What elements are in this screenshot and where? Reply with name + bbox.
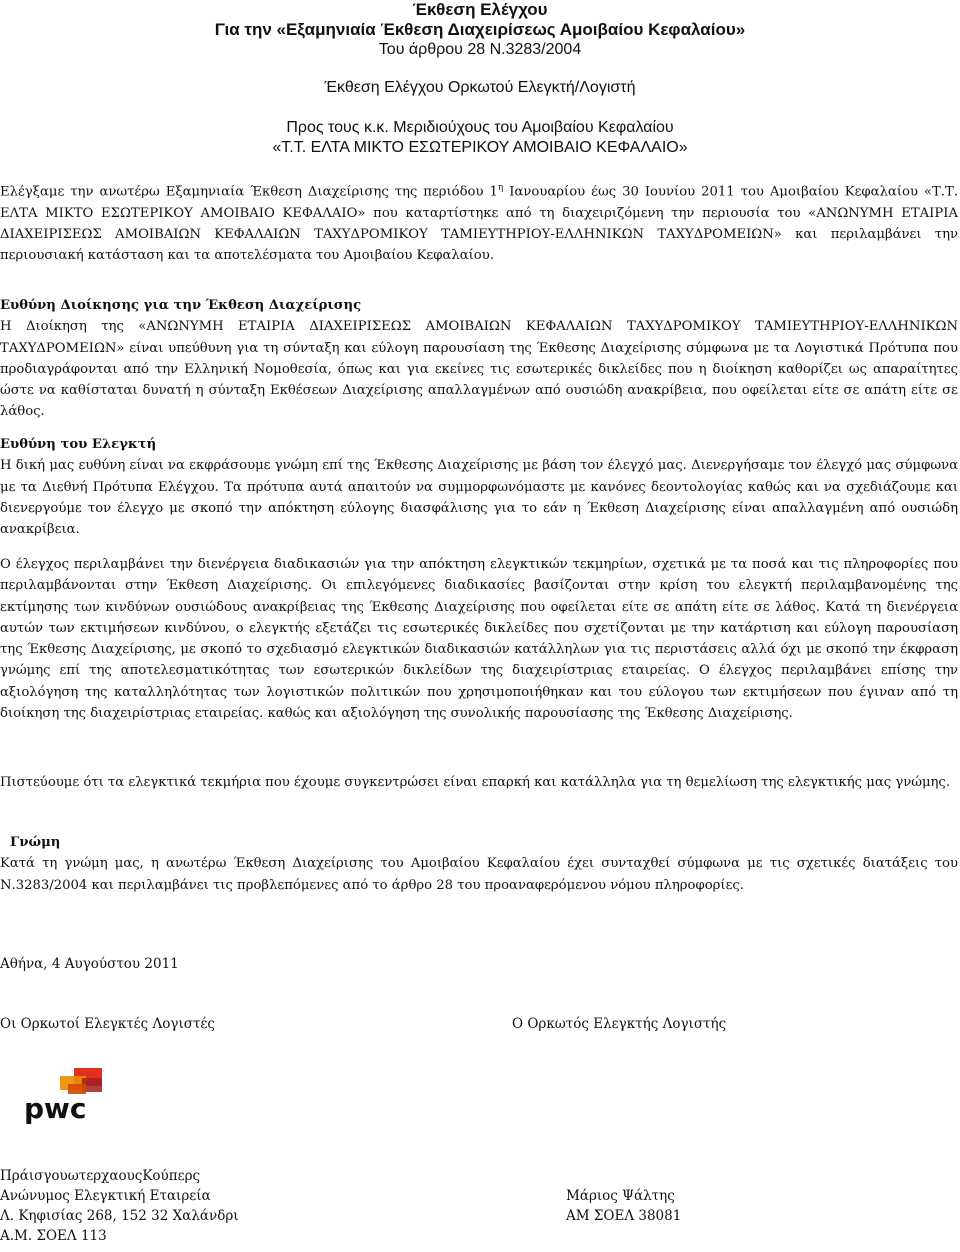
- opinion-heading: Γνώμη: [10, 835, 61, 850]
- pwc-logo-text: pwc: [24, 1092, 87, 1124]
- procedures-text: Ο έλεγχος περιλαμβάνει την διενέργεια διαδικασιών για την απόκτηση ελεγκτικών τεκμηρίων, σχετικά με τα ποσά και τις πληροφορίες που περιλαμβάνονται στην Έκθεση Διαχείρισης. Οι επιλεγόμενες διαδικασίες βασίζονται στην κρίση του ελεγκτή περιλαμβανομένης της εκτίμησης των κινδύνων ουσιώδους ανακρίβειας της Έκθεσης Διαχείρισης που οφείλεται είτε σε απάτη είτε σε λάθος. Κατά τη διενέργεια αυτών των εκτιμήσεων κινδύνου, ο ελεγκτής εξετάζει τις εσωτερικές δικλείδες που σχετίζονται με την κατάρτιση και εύλογη παρουσίαση της Έκθεσης Διαχείρισης, με σκοπό το σχεδιασμό ελεγκτικών διαδικασιών κατάλληλων για τις περιστάσεις αλλά όχι με σκοπό την έκφραση γνώμης επί της αποτελεσματικότητας των εσωτερικών δικλείδων της διαχειρίστριας εταιρείας. Ο έλεγχος περιλαμβάνει επίσης την αξιολόγηση της καταλληλότητας των λογιστικών πολιτικών που χρησιμοποιήθηκαν και του εύλογου των εκτιμήσεων που έγιναν από τη διοίκηση της διαχειρίστριας εταιρείας. καθώς και αξιολόγηση της συνολικής παρουσίασης της Έκθεσης Διαχείρισης.: [0, 557, 958, 722]
- intro-text-1: Ελέγξαμε την ανωτέρω Εξαμηνιαία Έκθεση Διαχείρισης της περιόδου 1: [0, 184, 498, 200]
- firm-name: ΠράισγουωτερχαουςΚούπερς: [0, 1168, 201, 1184]
- intro-superscript: η: [497, 183, 504, 193]
- pwc-logo-graphic: [22, 1068, 112, 1124]
- auditor-heading: Ευθύνη του Ελεγκτή: [0, 437, 157, 452]
- opinion-section: [0, 832, 958, 896]
- belief-paragraph: [0, 772, 958, 793]
- management-text: Η Διοίκηση της «ΑΝΩΝΥΜΗ ΕΤΑΙΡΙΑ ΔΙΑΧΕΙΡΙΣΕΩΣ ΑΜΟΙΒΑΙΩΝ ΚΕΦΑΛΑΙΩΝ ΤΑΧΥΔΡΟΜΙΚΟΥ ΤΑΜΙΕΥΤΗΡΙΟΥ-ΕΛΛΗΝΙΚΩΝ ΤΑΧΥΔΡΟΜΕΙΩΝ» είναι υπεύθυνη για τη σύνταξη και εύλογη παρουσίαση της Έκθεσης Διαχείρισης σύμφωνα με τα Λογιστικά Πρότυπα που προδιαγράφονται από την Ελληνική Νομοθεσία, όπως και για εκείνες τις εσωτερικές δικλείδες που η διοίκηση καθορίζει ως απαραίτητες ώστε να καθίσταται δυνατή η σύνταξη Εκθέσεων Διαχείρισης απαλλαγμένων από ουσιώδη ανακρίβεια, που οφείλεται είτε σε απάτη είτε σε λάθος.: [0, 319, 958, 420]
- auditor-report-title: Έκθεση Ελέγχου Ορκωτού Ελεγκτή/Λογιστή: [324, 79, 636, 96]
- pwc-logo: [22, 1068, 112, 1124]
- signer-registration: ΑΜ ΣΟΕΛ 38081: [566, 1208, 682, 1224]
- firm-block: [0, 1166, 239, 1246]
- procedures-paragraph: [0, 554, 958, 724]
- firm-address: Λ. Κηφισίας 268, 152 32 Χαλάνδρι: [0, 1208, 239, 1224]
- fund-name: «Τ.Τ. ΕΛΤΑ ΜΙΚΤΟ ΕΣΩΤΕΡΙΚΟΥ ΑΜΟΙΒΑΙΟ ΚΕΦΑΛΑΙΟ»: [272, 139, 688, 156]
- firm-registration: Α.Μ. ΣΟΕΛ 113: [0, 1228, 107, 1244]
- auditor-text: Η δική μας ευθύνη είναι να εκφράσουμε γνώμη επί της Έκθεσης Διαχείρισης με βάση τον έλεγχό μας. Διενεργήσαμε τον έλεγχό μας σύμφωνα με τα Διεθνή Πρότυπα Ελέγχου. Τα πρότυπα αυτά απαιτούν να συμμορφωνόμαστε με κανόνες δεοντολογίας καθώς και να σχεδιάζουμε και διενεργούμε τον έλεγχο με σκοπό την απόκτηση εύλογης διασφάλισης για το εάν η Έκθεση Διαχείρισης είναι απαλλαγμένη από ουσιώδη ανακρίβεια.: [0, 458, 958, 538]
- signatures-right-title: Ο Ορκωτός Ελεγκτής Λογιστής: [512, 1016, 727, 1032]
- intro-text-2: Ιανουαρίου έως 30 Ιουνίου 2011 του Αμοιβαίου Κεφαλαίου «Τ.Τ. ΕΛΤΑ ΜΙΚΤΟ ΕΣΩΤΕΡΙΚΟΥ ΑΜΟΙΒΑΙΟ ΚΕΦΑΛΑΙΟ» που καταρτίστηκε από τη διαχειριζόμενη την περιουσία του «ΑΝΩΝΥΜΗ ΕΤΑΙΡΙΑ ΔΙΑΧΕΙΡΙΣΕΩΣ ΑΜΟΙΒΑΙΩΝ ΚΕΦΑΛΑΙΩΝ ΤΑΧΥΔΡΟΜΙΚΟΥ ΤΑΜΙΕΥΤΗΡΙΟΥ-ΕΛΛΗΝΙΚΩΝ ΤΑΧΥΔΡΟΜΕΙΩΝ» και περιλαμβάνει την περιουσιακή κατάσταση και τα αποτελέσματα του Αμοιβαίου Κεφαλαίου.: [0, 184, 958, 264]
- addressee-line: Προς τους κ.κ. Μεριδιούχους του Αμοιβαίου Κεφαλαίου: [286, 119, 674, 136]
- belief-text: Πιστεύουμε ότι τα ελεγκτικά τεκμήρια που έχουμε συγκεντρώσει είναι επαρκή και κατάλληλα για τη θεμελίωση της ελεγκτικής μας γνώμης.: [0, 775, 951, 790]
- signer-block: [566, 1186, 681, 1226]
- management-heading: Ευθύνη Διοίκησης για την Έκθεση Διαχείρισης: [0, 298, 362, 313]
- report-article: Του άρθρου 28 Ν.3283/2004: [378, 41, 582, 58]
- firm-type: Ανώνυμος Ελεγκτική Εταιρεία: [0, 1188, 211, 1204]
- date-line: Αθήνα, 4 Αυγούστου 2011: [0, 956, 179, 972]
- auditor-section: [0, 434, 958, 540]
- signatures-left-title: Οι Ορκωτοί Ελεγκτές Λογιστές: [0, 1016, 215, 1032]
- management-section: [0, 295, 958, 423]
- report-subtitle: Για την «Εξαμηνιαία Έκθεση Διαχειρίσεως Αμοιβαίου Κεφαλαίου»: [214, 20, 746, 39]
- report-title: Έκθεση Ελέγχου: [412, 0, 548, 19]
- intro-paragraph: [0, 178, 958, 267]
- signer-name: Μάριος Ψάλτης: [566, 1188, 675, 1204]
- opinion-text: Κατά τη γνώμη μας, η ανωτέρω Έκθεση Διαχείρισης του Αμοιβαίου Κεφαλαίου έχει συνταχθεί σύμφωνα με τις σχετικές διατάξεις του Ν.3283/2004 και περιλαμβάνει τις προβλεπόμενες από το άρθρο 28 του προαναφερόμενου νόμου πληροφορίες.: [0, 856, 958, 893]
